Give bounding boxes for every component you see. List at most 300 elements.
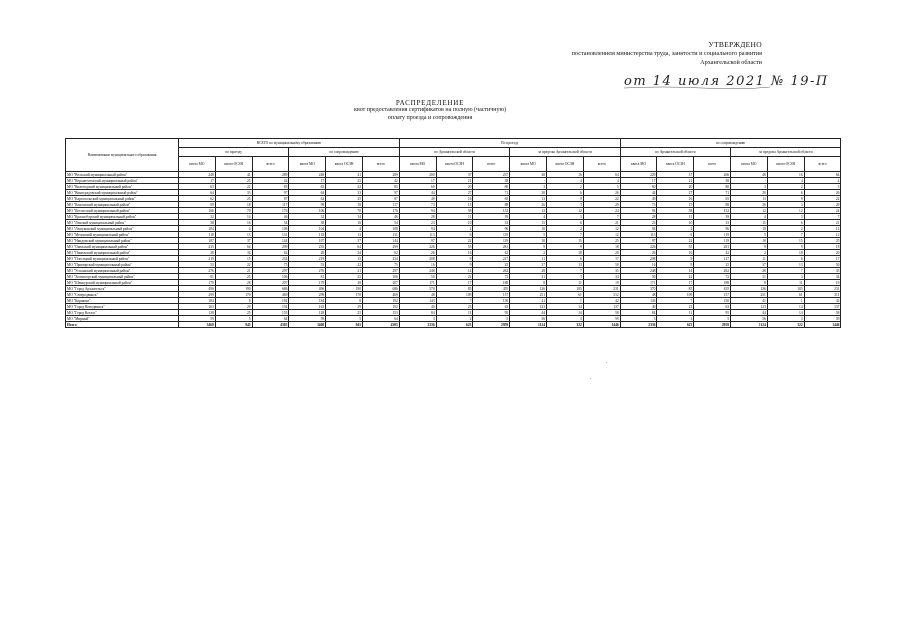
quota-cell: 299 (289, 292, 326, 298)
quota-cell: 13 (731, 196, 768, 202)
quota-cell: 226 (620, 244, 657, 250)
quota-cell: 1124 (731, 322, 768, 328)
quota-cell: 10 (657, 220, 694, 226)
quota-cell: 35 (583, 268, 620, 274)
quota-cell: 42 (473, 250, 510, 256)
quota-cell: 3 (547, 274, 584, 280)
quota-cell: 1446 (583, 322, 620, 328)
quota-cell: 10 (510, 238, 547, 244)
quota-cell: 88 (694, 202, 731, 208)
quota-cell: 94 (399, 208, 436, 214)
quota-cell: 13 (215, 232, 252, 238)
municipality-name: МО "Няндомский муниципальный район" (66, 238, 179, 244)
quota-cell: 281 (694, 244, 731, 250)
quota-cell: 17 (620, 178, 657, 184)
quota-cell: 15 (436, 202, 473, 208)
quota-cell: 64 (289, 190, 326, 196)
quota-cell: 231 (804, 286, 841, 292)
quota-cell: 106 (179, 208, 216, 214)
quota-cell: 96 (473, 226, 510, 232)
quota-cell: 29 (583, 202, 620, 208)
quota-cell: 54 (252, 220, 289, 226)
quota-cell: 97 (252, 190, 289, 196)
quota-cell: 9 (436, 256, 473, 262)
scan-speck (590, 378, 591, 379)
quota-cell: 11 (547, 280, 584, 286)
column-header: всего (473, 157, 510, 172)
quota-cell: 311 (804, 292, 841, 298)
quota-cell: 170 (215, 292, 252, 298)
quota-cell: 38 (694, 178, 731, 184)
sub-header: за пределы Архангельской области (510, 148, 620, 157)
quota-cell: 3 (399, 316, 436, 322)
quota-cell: 15 (326, 256, 363, 262)
quota-cell: 22 (436, 274, 473, 280)
quota-cell: 623 (657, 322, 694, 328)
quota-cell: 44 (731, 310, 768, 316)
quota-cell: 37 (436, 172, 473, 178)
quota-cell: 80 (694, 184, 731, 190)
quota-cell: 107 (289, 238, 326, 244)
quota-cell: 23 (399, 220, 436, 226)
quota-cell: 62 (289, 196, 326, 202)
quota-cell: 113 (620, 232, 657, 238)
quota-cell: 75 (252, 262, 289, 268)
quota-cell: 31 (510, 274, 547, 280)
quota-cell: 266 (694, 172, 731, 178)
group-header-total: ВСЕГО по муниципальному образованию (179, 139, 400, 148)
quota-cell: 9 (731, 244, 768, 250)
quota-cell: 157 (473, 292, 510, 298)
quota-cell: 7 (767, 232, 804, 238)
quota-cell: 42 (362, 178, 399, 184)
quota-cell: 297 (362, 268, 399, 274)
municipality-name: МО "Устьянский муниципальный район" (66, 268, 179, 274)
quota-cell: 25 (215, 196, 252, 202)
quota-cell: 44 (620, 190, 657, 196)
quota-cell: 4 (547, 178, 584, 184)
sub-header: по проезду (179, 148, 289, 157)
quota-cell: 207 (252, 280, 289, 286)
quota-cell: 20 (436, 184, 473, 190)
quota-cell: 53 (289, 262, 326, 268)
column-header: всего (804, 157, 841, 172)
quota-cell: 42 (583, 298, 620, 304)
quota-cell: 33 (215, 190, 252, 196)
quota-cell: 3 (547, 214, 584, 220)
quota-cell: 117 (362, 202, 399, 208)
column-header: квота МО (179, 157, 216, 172)
quota-cell: 8 (326, 298, 363, 304)
municipality-name: МО "Вилегодский муниципальный район" (66, 184, 179, 190)
quota-cell: 3 (547, 316, 584, 322)
quota-cell: 2 (436, 316, 473, 322)
quota-cell: 16 (436, 250, 473, 256)
quota-cell: 106 (252, 274, 289, 280)
quota-cell: 234 (362, 256, 399, 262)
quota-cell: 70 (326, 208, 363, 214)
sub-header: по сопровождению (289, 148, 399, 157)
quota-cell: 208 (620, 256, 657, 262)
document-title (330, 100, 530, 122)
quota-cell: 12 (804, 226, 841, 232)
quota-cell: 106 (362, 274, 399, 280)
quota-cell: 469 (362, 292, 399, 298)
quota-cell: 15 (510, 220, 547, 226)
table-body (66, 172, 841, 328)
quota-cell: 117 (252, 202, 289, 208)
quota-cell: 84 (620, 310, 657, 316)
quota-cell: 19 (804, 280, 841, 286)
quota-cell: 64 (362, 316, 399, 322)
quota-cell: 104 (179, 226, 216, 232)
quota-cell: 15 (215, 256, 252, 262)
quota-cell: 137 (583, 304, 620, 310)
quota-cell: 34 (326, 250, 363, 256)
quota-cell: 23 (657, 304, 694, 310)
quota-cell: 65 (473, 196, 510, 202)
quota-cell: 13 (547, 262, 584, 268)
quota-cell: 3 (547, 202, 584, 208)
quota-cell: 299 (179, 292, 216, 298)
quota-cell: 144 (252, 238, 289, 244)
quota-cell: 22 (583, 196, 620, 202)
quota-cell: 13 (510, 196, 547, 202)
quota-cell: 12 (547, 208, 584, 214)
quota-cell: 219 (179, 256, 216, 262)
quota-cell: 5 (215, 316, 252, 322)
quota-cell: 28 (179, 250, 216, 256)
quota-cell: 25 (215, 274, 252, 280)
quota-cell: 73 (399, 202, 436, 208)
municipality-name: МО "Вельский муниципальный район" (66, 172, 179, 178)
municipality-name: МО "Онежский муниципальный район" (66, 244, 179, 250)
quota-cell: 237 (473, 172, 510, 178)
column-header: квота ОСЗН (657, 157, 694, 172)
quota-cell: 6 (547, 256, 584, 262)
title-line-2: квот предоставления сертификатов на полную (частичную) (354, 107, 506, 114)
quota-cell: 62 (179, 196, 216, 202)
quota-cell: 10 (731, 226, 768, 232)
quota-cell: 231 (583, 286, 620, 292)
quota-cell: 48 (399, 292, 436, 298)
quota-cell: 12 (767, 208, 804, 214)
quota-cell: 184 (289, 298, 326, 304)
quota-cell: 157 (694, 292, 731, 298)
quota-cell: 496 (179, 286, 216, 292)
quota-cell: 119 (473, 238, 510, 244)
quota-cell: 7 (804, 214, 841, 220)
quota-cell: 87 (362, 196, 399, 202)
quota-cell: 50 (399, 274, 436, 280)
quota-cell: 192 (252, 298, 289, 304)
quota-cell: 2 (657, 226, 694, 232)
quota-cell: 72 (694, 274, 731, 280)
sub-header: по Архангельской области (399, 148, 509, 157)
quota-cell: 48 (510, 172, 547, 178)
quota-cell: 945 (326, 322, 363, 328)
quota-cell: 322 (767, 322, 804, 328)
sub-header: за пределы Архангельской области (731, 148, 841, 157)
quota-cell: 276 (179, 268, 216, 274)
quota-cell: 61 (767, 292, 804, 298)
quota-cell: 28 (510, 268, 547, 274)
quota-cell: 20 (731, 190, 768, 196)
quota-cell: 99 (179, 202, 216, 208)
quota-cell: 58 (657, 208, 694, 214)
quota-cell: 12 (510, 208, 547, 214)
quota-cell: 99 (289, 202, 326, 208)
quota-cell: 49 (399, 196, 436, 202)
quota-cell: 85 (436, 286, 473, 292)
quota-cell: 119 (694, 232, 731, 238)
total-row (66, 322, 841, 328)
handwritten-date-number (622, 66, 829, 92)
quota-cell: 2 (510, 250, 547, 256)
municipality-name: МО "Холмогорский муниципальный район" (66, 274, 179, 280)
quota-cell: 32 (179, 214, 216, 220)
quota-cell: 109 (657, 292, 694, 298)
quota-cell: 65 (694, 196, 731, 202)
quota-cell: 3 (620, 316, 657, 322)
quota-cell: 56 (510, 316, 547, 322)
quota-cell: 26 (731, 202, 768, 208)
quota-cell: 4 (510, 214, 547, 220)
quota-cell: 28 (620, 214, 657, 220)
quota-cell: 7 (436, 298, 473, 304)
quota-cell: 58 (583, 310, 620, 316)
quota-cell: 118 (289, 232, 326, 238)
quota-cell: 3460 (179, 322, 216, 328)
quota-cell: 16 (620, 262, 657, 268)
quota-cell: 25 (326, 310, 363, 316)
quota-cell: 15 (547, 238, 584, 244)
quota-cell: 11 (657, 214, 694, 220)
quota-cell: 4 (767, 178, 804, 184)
quota-cell: 2959 (694, 322, 731, 328)
quota-cell: 58 (804, 310, 841, 316)
municipality-name: МО "Приморский муниципальный район" (66, 262, 179, 268)
quota-cell: 179 (289, 280, 326, 286)
quota-cell: 9 (547, 196, 584, 202)
quota-cell: 21 (436, 178, 473, 184)
quota-cell: 22 (215, 184, 252, 190)
approval-block (542, 40, 762, 67)
quota-cell: 50 (804, 262, 841, 268)
quota-cell: 58 (436, 208, 473, 214)
quota-cell: 18 (583, 244, 620, 250)
quota-cell: 8 (731, 280, 768, 286)
municipality-name: МО "Коряжма" (66, 298, 179, 304)
quota-cell: 81 (289, 274, 326, 280)
column-header: квота ОСЗН (326, 157, 363, 172)
approval-title: УТВЕРЖДЕНО (708, 40, 762, 49)
quota-cell: 2 (547, 226, 584, 232)
quota-cell: 2959 (473, 322, 510, 328)
quota-cell: 21 (326, 268, 363, 274)
quota-cell: 63 (289, 184, 326, 190)
quota-cell: 105 (767, 286, 804, 292)
quota-cell: 14 (436, 268, 473, 274)
column-header: всего (252, 157, 289, 172)
quota-cell: 25 (326, 196, 363, 202)
quota-cell: 48 (731, 172, 768, 178)
quota-cell: 85 (657, 286, 694, 292)
quota-cell: 25 (473, 262, 510, 268)
column-header: квота ОСЗН (767, 157, 804, 172)
quota-cell: 22 (657, 274, 694, 280)
quota-cell: 7 (657, 298, 694, 304)
quota-cell: 31 (731, 274, 768, 280)
quota-cell: 2 (436, 226, 473, 232)
quota-cell: 70 (215, 208, 252, 214)
quota-cell: 6 (547, 220, 584, 226)
quota-cell: 3 (767, 274, 804, 280)
quota-cell: 28 (289, 250, 326, 256)
quota-cell: 104 (289, 226, 326, 232)
quota-cell: 72 (473, 274, 510, 280)
quota-cell: 95 (694, 310, 731, 316)
quota-cell: 276 (289, 268, 326, 274)
quota-cell: 312 (583, 292, 620, 298)
quota-cell: 41 (326, 172, 363, 178)
quota-cell: 128 (179, 310, 216, 316)
quota-cell: 6 (767, 190, 804, 196)
quota-cell: 4305 (362, 322, 399, 328)
quota-cell: 14 (547, 310, 584, 316)
quota-cell: 11 (767, 280, 804, 286)
quota-cell: 13 (767, 262, 804, 268)
quota-cell: 15 (657, 202, 694, 208)
municipality-name: МО "Ленский муниципальный район" (66, 220, 179, 226)
quota-cell: 5 (473, 316, 510, 322)
quota-cell: 21 (215, 268, 252, 274)
group-header-travel: По проезду (399, 139, 620, 148)
municipality-name: МО "Каргопольский муниципальный район" (66, 196, 179, 202)
municipality-name: МО "Верхнетоемский муниципальный район" (66, 178, 179, 184)
quota-cell: 623 (436, 322, 473, 328)
quota-cell: 25 (583, 238, 620, 244)
quota-cell: 108 (252, 226, 289, 232)
quota-cell: 6 (767, 220, 804, 226)
quota-cell: 12 (583, 226, 620, 232)
quota-cell: 50 (583, 262, 620, 268)
quota-cell: 85 (252, 184, 289, 190)
quota-cell: 207 (362, 280, 399, 286)
quota-cell: 97 (620, 238, 657, 244)
quota-cell: 9 (436, 262, 473, 268)
quota-cell: 17 (289, 178, 326, 184)
quota-cell: 26 (804, 190, 841, 196)
quota-cell: 14 (767, 310, 804, 316)
quota-cell: 12 (583, 232, 620, 238)
quota-cell: 26 (583, 190, 620, 196)
quota-cell: 5 (804, 184, 841, 190)
quota-cell: 281 (473, 244, 510, 250)
quota-cell: 7 (547, 232, 584, 238)
quota-cell: 229 (620, 172, 657, 178)
quota-cell: 10 (436, 220, 473, 226)
quota-cell: 10 (510, 226, 547, 232)
quota-cell: 37 (326, 238, 363, 244)
column-header: квота ОСЗН (436, 157, 473, 172)
quota-cell: 6 (547, 190, 584, 196)
quota-cell: 14 (767, 304, 804, 310)
quota-cell: 299 (252, 244, 289, 250)
quota-cell: 88 (473, 202, 510, 208)
quota-cell: 21 (804, 220, 841, 226)
quota-cell: 5 (694, 316, 731, 322)
quota-cell: 29 (804, 202, 841, 208)
quota-cell: 208 (399, 256, 436, 262)
quota-cell: 219 (289, 256, 326, 262)
quota-cell: 3 (731, 184, 768, 190)
quota-cell: 55 (436, 244, 473, 250)
quota-cell: 11 (436, 310, 473, 316)
quota-cell: 29 (215, 304, 252, 310)
municipality-name: МО "Город Архангельск" (66, 286, 179, 292)
quota-cell: 248 (399, 268, 436, 274)
quota-cell: 107 (179, 238, 216, 244)
quota-cell: 26 (620, 250, 657, 256)
quota-cell: 686 (362, 286, 399, 292)
municipality-name: Итого (66, 322, 179, 328)
quota-cell: 18 (804, 244, 841, 250)
quota-cell: 4 (583, 178, 620, 184)
quota-cell: 12 (804, 232, 841, 238)
quota-cell: 143 (399, 298, 436, 304)
quota-cell: 248 (289, 172, 326, 178)
quota-cell: 63 (179, 184, 216, 190)
quota-cell: 20 (804, 250, 841, 256)
quota-cell: 108 (362, 226, 399, 232)
quota-cell: 24 (804, 208, 841, 214)
quota-cell: 16 (767, 172, 804, 178)
quota-cell: 190 (215, 286, 252, 292)
quota-cell: 455 (694, 286, 731, 292)
quota-cell: 9 (547, 244, 584, 250)
quota-cell: 39 (473, 214, 510, 220)
quota-cell: 25 (694, 262, 731, 268)
quota-cell: 11 (510, 256, 547, 262)
column-header: квота МО (731, 157, 768, 172)
quota-cell: 21 (657, 178, 694, 184)
column-header: квота МО (620, 157, 657, 172)
quota-cell: 5 (583, 184, 620, 190)
quota-cell: 226 (399, 244, 436, 250)
quota-cell: 37 (657, 172, 694, 178)
quota-cell: 3 (767, 214, 804, 220)
quota-cell: 23 (436, 304, 473, 310)
title-line-1: РАСПРЕДЕЛЕНИЕ (395, 99, 465, 107)
quota-cell: 6 (657, 232, 694, 238)
quota-cell: 4305 (252, 322, 289, 328)
municipality-name: МО "Мирный" (66, 316, 179, 322)
quota-cell: 113 (399, 232, 436, 238)
quota-cell: 62 (362, 250, 399, 256)
quota-cell: 33 (473, 220, 510, 226)
quota-cell: 64 (179, 190, 216, 196)
quota-cell: 97 (399, 238, 436, 244)
quota-cell: 28 (731, 268, 768, 274)
quota-cell: 9 (657, 256, 694, 262)
quota-cell: 18 (326, 202, 363, 208)
quota-cell: 163 (289, 304, 326, 310)
quota-cell: 25 (326, 178, 363, 184)
quota-cell: 192 (362, 304, 399, 310)
quota-cell: 22 (657, 238, 694, 244)
quota-cell: 25 (804, 238, 841, 244)
